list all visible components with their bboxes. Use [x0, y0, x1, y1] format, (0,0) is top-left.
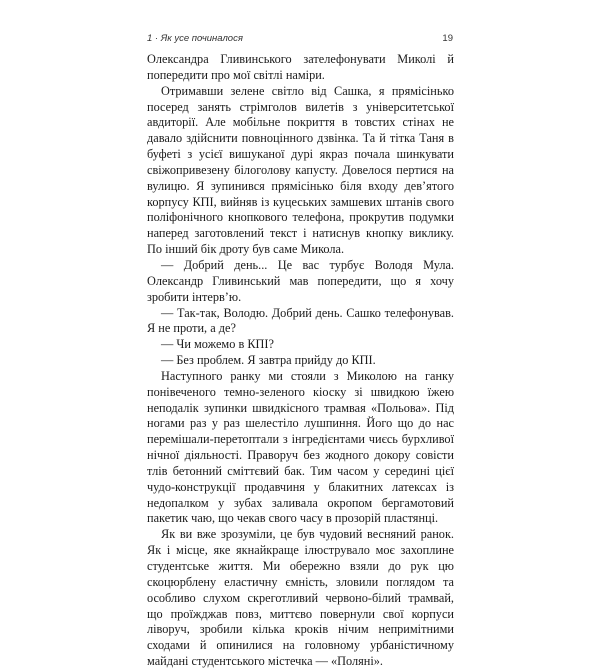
chapter-title: 1 · Як усе починалося: [147, 33, 243, 44]
page-number: 19: [442, 33, 453, 44]
paragraph: Отримавши зелене світло від Сашка, я прямісінько посеред занять стрімголов вилетів з університетської авдиторії. Але мобільне покриття в товстих стінах не давало здійснити повноцінного дзвінка. Та й тітка Таня в буфеті з усієї вишуканої дурі якраз почала шинкувати свіжопривезену білоголову капусту. Довелося пертися на вулицю. Я зупинився прямісінько біля входу дев’ятого корпусу КПІ, вийняв із куцеських замшевих штанів свого поліфонічного кнопкового телефона, прокрутив подумки наперед заготовлений текст і натиснув кнопку виклику. По інший бік дроту був саме Микола.: [147, 83, 454, 257]
paragraph: Як ви вже зрозуміли, це був чудовий весняний ранок. Як і місце, яке якнайкраще ілюструвало моє захоплине студентське життя. Ми обережно взяли до рук цю скоцюрблену еластичну ємність, зловили поглядом та особливо слухом скреготливий червоно-білий трамвай, що проїжджав повз, миттєво повернули свої корпуси ліворуч, зробили кілька кроків нічим непримітними сходами й опинилися на головному урбаністичному майдані студентського містечка — «Поляні».: [147, 527, 454, 669]
running-head: [147, 33, 453, 47]
dialogue-line: — Чи можемо в КПІ?: [161, 337, 274, 352]
dialogue-line: — Без проблем. Я завтра прийду до КПІ.: [161, 353, 376, 368]
dialogue-line: — Добрий день... Це вас турбує Володя Мула. Олександр Гливинський мав попередити, що я хочу зробити інтерв’ю.: [147, 257, 454, 304]
body-text: [147, 52, 454, 670]
dialogue-line: — Так-так, Володю. Добрий день. Сашко телефонував. Я не проти, а де?: [147, 305, 454, 336]
paragraph: Наступного ранку ми стояли з Миколою на ганку понівеченого темно-зеленого кіоску зі швидкою їжею неподалік зупинки швидкісного трамвая «Польова». Під ногами раз у раз шелестіло лушпиння. Його що до нас перемішали-перетоптали з інгредієнтами чиєсь бурхливої нічної діяльності. Праворуч без жодного докору совісти тлів бетонний сміттєвий бак. Тим часом у середині цієї чудо-конструкції продавчиня у блакитних латексах із недопалком у зубах заливала окропом бергамотовий пакетик чаю, що чекав свого часу в прозорій пластянці.: [147, 368, 454, 526]
paragraph: Олександра Гливинського зателефонувати Миколі й попередити про мої світлі наміри.: [147, 52, 454, 82]
